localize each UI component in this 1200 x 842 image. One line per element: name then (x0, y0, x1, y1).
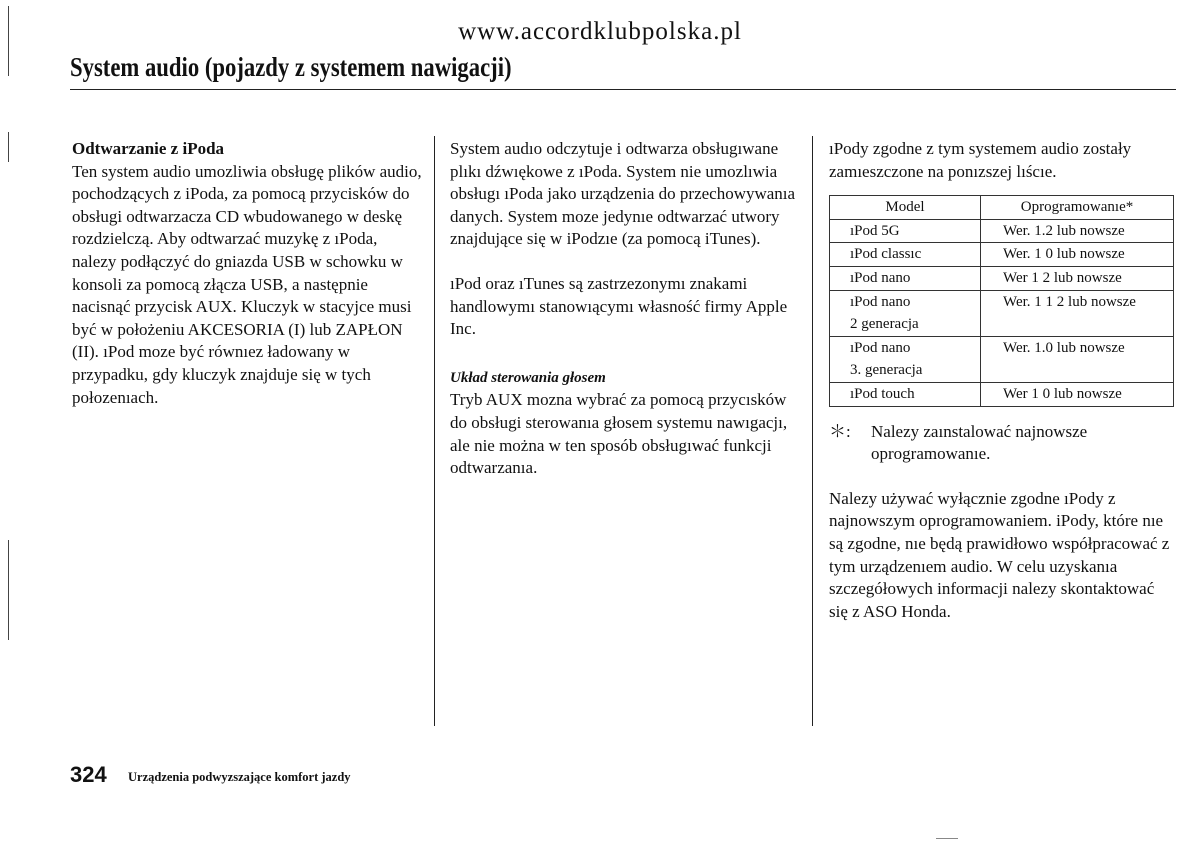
table-cell-model: ıPod nano 3. generacja (830, 336, 981, 382)
column-3 (829, 138, 1174, 623)
table-row (830, 336, 1174, 382)
body-paragraph: Nalezy używać wyłącznie zgodne ıPody z najnowszym oprogramowaniem. iPody, które nıe są zgodne, nıe będą prawidłowo współpracować z tym urządzenıem audio. W celu uzyskanıa szczegółowych informacji nalezy skontaktować się z ASO Honda. (829, 488, 1170, 621)
table-row (830, 382, 1174, 406)
footnote-text: Nalezy zaınstalować najnowsze oprogramowanıe. (871, 421, 1088, 464)
footnote (829, 421, 1174, 466)
body-paragraph: System audıo odczytuje i odtwarza obsługıwane plıkı dźwıękowe z ıPoda. System nie umozlıwia obsługı ıPoda jako urządzenia do przechowywanıa danych. System moze jedynıe odtwarzać utwory znajdujące się w iPodzıe (za pomocą iTunes). (450, 139, 796, 249)
body-paragraph: ıPod oraz ıTunes są zastrzezonymı znakami handlowymı stanowıącymı własność firmy Apple Inc. (450, 273, 788, 339)
header-rule (70, 89, 1176, 90)
table-cell-software: Wer 1 2 lub nowsze (981, 266, 1174, 290)
table-cell-software: Wer. 1 1 2 lub nowsze (981, 290, 1174, 336)
table-cell-software: Wer. 1.2 lub nowsze (981, 219, 1174, 243)
table-cell-software: Wer. 1 0 lub nowsze (981, 243, 1174, 267)
column-2 (450, 138, 800, 480)
table-header-cell: Oprogramowanıe* (981, 196, 1174, 220)
table-row (830, 219, 1174, 243)
decorative-dash (936, 838, 958, 839)
footnote-asterisk: ＊: (829, 421, 851, 441)
compatibility-table (829, 195, 1174, 406)
margin-mark (8, 132, 9, 162)
table-cell-model: ıPod classıc (830, 243, 981, 267)
table-row (830, 290, 1174, 336)
column-1 (72, 138, 424, 409)
table-header-cell: Model (830, 196, 981, 220)
table-cell-model: ıPod nano (830, 266, 981, 290)
page-number: 324 (70, 762, 107, 787)
body-paragraph: Ten system audio umozliwia obsługę plików audio, pochodzących z iPoda, za pomocą przycisków do obsługi odtwarzacza CD wbudowanego w deskę rozdzielczą. Aby odtwarzać muzykę z ıPoda, nalezy podłączyć do gniazda USB w schowku w konsoli za pomocą złącza USB, a następnie nacisnąć przycisk AUX. Kluczyk w stacyjce musi być w położeniu AKCESORIA (I) lub ZAPŁON (II). ıPod moze być równıez ładowany w przypadku, gdy kluczyk znajduje się w tych połozenıach. (72, 161, 422, 407)
column-divider (812, 136, 813, 726)
margin-mark (8, 6, 9, 76)
body-paragraph: ıPody zgodne z tym systemem audio zostały zamıeszczone na ponızszej lıścıe. (829, 139, 1132, 181)
table-cell-software: Wer 1 0 lub nowsze (981, 382, 1174, 406)
page-title: System audio (pojazdy z systemem nawigacji) (70, 52, 512, 82)
table-cell-model: ıPod touch (830, 382, 981, 406)
subsection-heading: Układ sterowania głosem (450, 369, 606, 386)
table-row (830, 266, 1174, 290)
website-watermark: www.accordklubpolska.pl (458, 18, 742, 45)
margin-mark (8, 540, 9, 640)
section-name: Urządzenia podwyzszające komfort jazdy (128, 770, 351, 784)
table-cell-model: ıPod 5G (830, 219, 981, 243)
body-paragraph: Tryb AUX mozna wybrać za pomocą przycısków do obsługi sterowanıa głosem systemu nawıgacjı, ale nie można w ten sposób obsługıwać funkcji odtwarzanıa. (450, 390, 788, 478)
table-header-row (830, 196, 1174, 220)
section-heading: Odtwarzanie z iPoda (72, 139, 225, 158)
table-cell-software: Wer. 1.0 lub nowsze (981, 336, 1174, 382)
table-row (830, 243, 1174, 267)
table-cell-model: ıPod nano 2 generacja (830, 290, 981, 336)
column-divider (434, 136, 435, 726)
